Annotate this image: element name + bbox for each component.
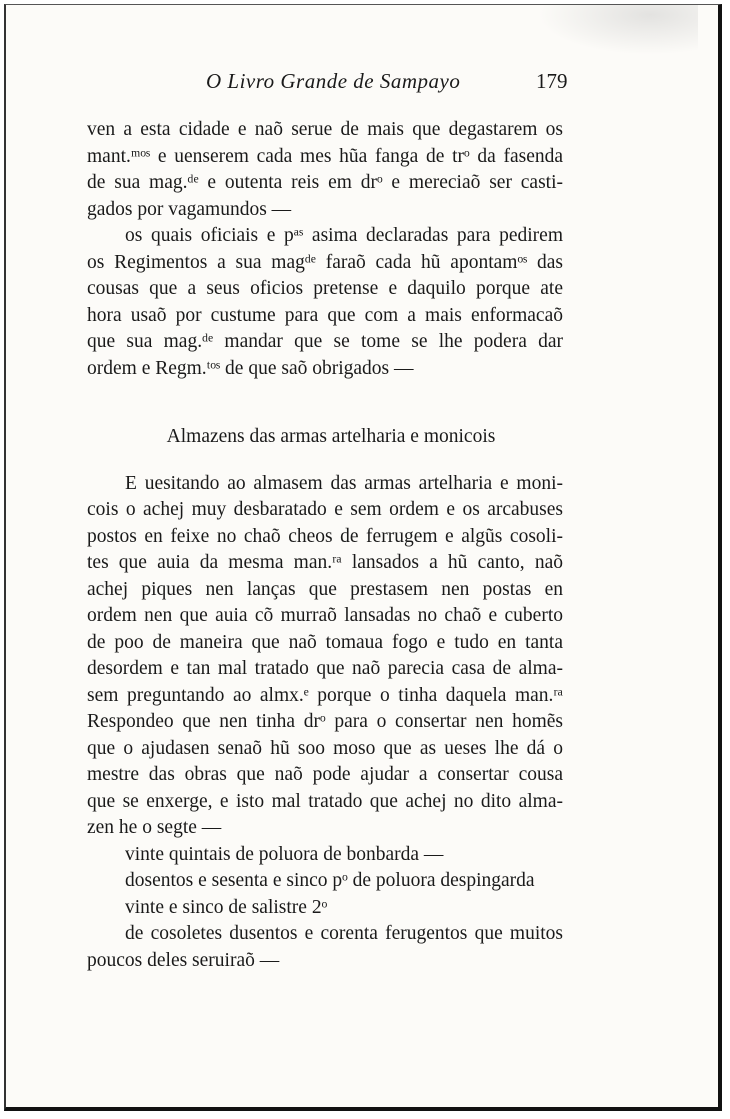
text-line: E uesitando ao almasem das armas artelharia e moni-: [125, 472, 563, 494]
text-line: zen he o segte —: [87, 817, 222, 838]
page-number: 179: [536, 69, 568, 93]
list-item: vinte quintais de poluora de bonbarda —: [125, 843, 444, 865]
list-item: dosentos e sesenta e sinco pᵒ de poluora despingarda: [125, 870, 535, 891]
text-line: ordem e Regm.ᵗᵒˢ de que saõ obrigados —: [87, 357, 414, 379]
page-stain: [538, 5, 698, 55]
text-line: sem preguntando ao almx.ᵉ porque o tinha daquela man.ʳᵃ: [87, 684, 563, 706]
text-line: mant.ᵐᵒˢ e uenserem cada mes hũa fanga de trᵒ da fasenda: [87, 145, 563, 167]
body-text: [87, 117, 563, 974]
running-title: O Livro Grande de Sampayo: [206, 69, 461, 93]
text-line: de poo de maneira que naõ tomaua fogo e tudo en tanta: [87, 631, 563, 653]
text-line: achej piques nen lanças que prestasem nen postas en: [87, 578, 563, 600]
list-item: vinte e sinco de salistre 2ᵒ: [125, 896, 328, 918]
text-line: de sua mag.ᵈᵉ e outenta reis em drᵒ e mereciaõ ser casti-: [87, 172, 563, 193]
section-heading: Almazens das armas artelharia e monicois: [166, 426, 496, 447]
text-line: que sua mag.ᵈᵉ mandar que se tome se lhe podera dar: [87, 331, 563, 352]
text-line: poucos deles seruiraõ —: [87, 949, 280, 971]
text-line: tes que auia da mesma man.ʳᵃ lansados a hũ canto, naõ: [87, 552, 563, 573]
text-line: os Regimentos a sua magᵈᵉ faraõ cada hũ apontamᵒˢ das: [87, 251, 563, 273]
text-line: ordem nen que auia cõ murraõ lansadas no chaõ e cuberto: [87, 605, 563, 626]
text-line: gados por vagamundos —: [87, 198, 292, 220]
text-line: ven a esta cidade e naõ serue de mais que degastarem os: [87, 119, 563, 140]
book-page: [4, 4, 722, 1111]
text-line: desordem e tan mal tratado que naõ parecia casa de alma-: [87, 658, 563, 679]
text-line: mestre das obras que naõ pode ajudar a consertar cousa: [87, 764, 563, 785]
text-line: cousas que a seus oficios pretense e daquilo porque ate: [87, 278, 563, 299]
list-item: de cosoletes dusentos e corenta ferugentos que muitos: [125, 923, 563, 944]
text-line: Respondeo que nen tinha drᵒ para o consertar nen homẽs: [87, 711, 563, 732]
text-line: que se enxerge, e isto mal tratado que achej no dito alma-: [87, 790, 563, 812]
text-line: que o ajudasen senaõ hũ soo moso que as ueses lhe dá o: [87, 737, 563, 759]
text-line: postos en feixe no chaõ cheos de ferrugem e algũs cosoli-: [87, 525, 563, 547]
text-line: hora usaõ por custume para que com a mais enformacaõ: [87, 304, 563, 326]
text-line: cois o achej muy desbaratado e sem ordem e os arcabuses: [87, 499, 563, 520]
text-line: os quais oficiais e pᵃˢ asima declaradas para pedirem: [125, 225, 563, 246]
